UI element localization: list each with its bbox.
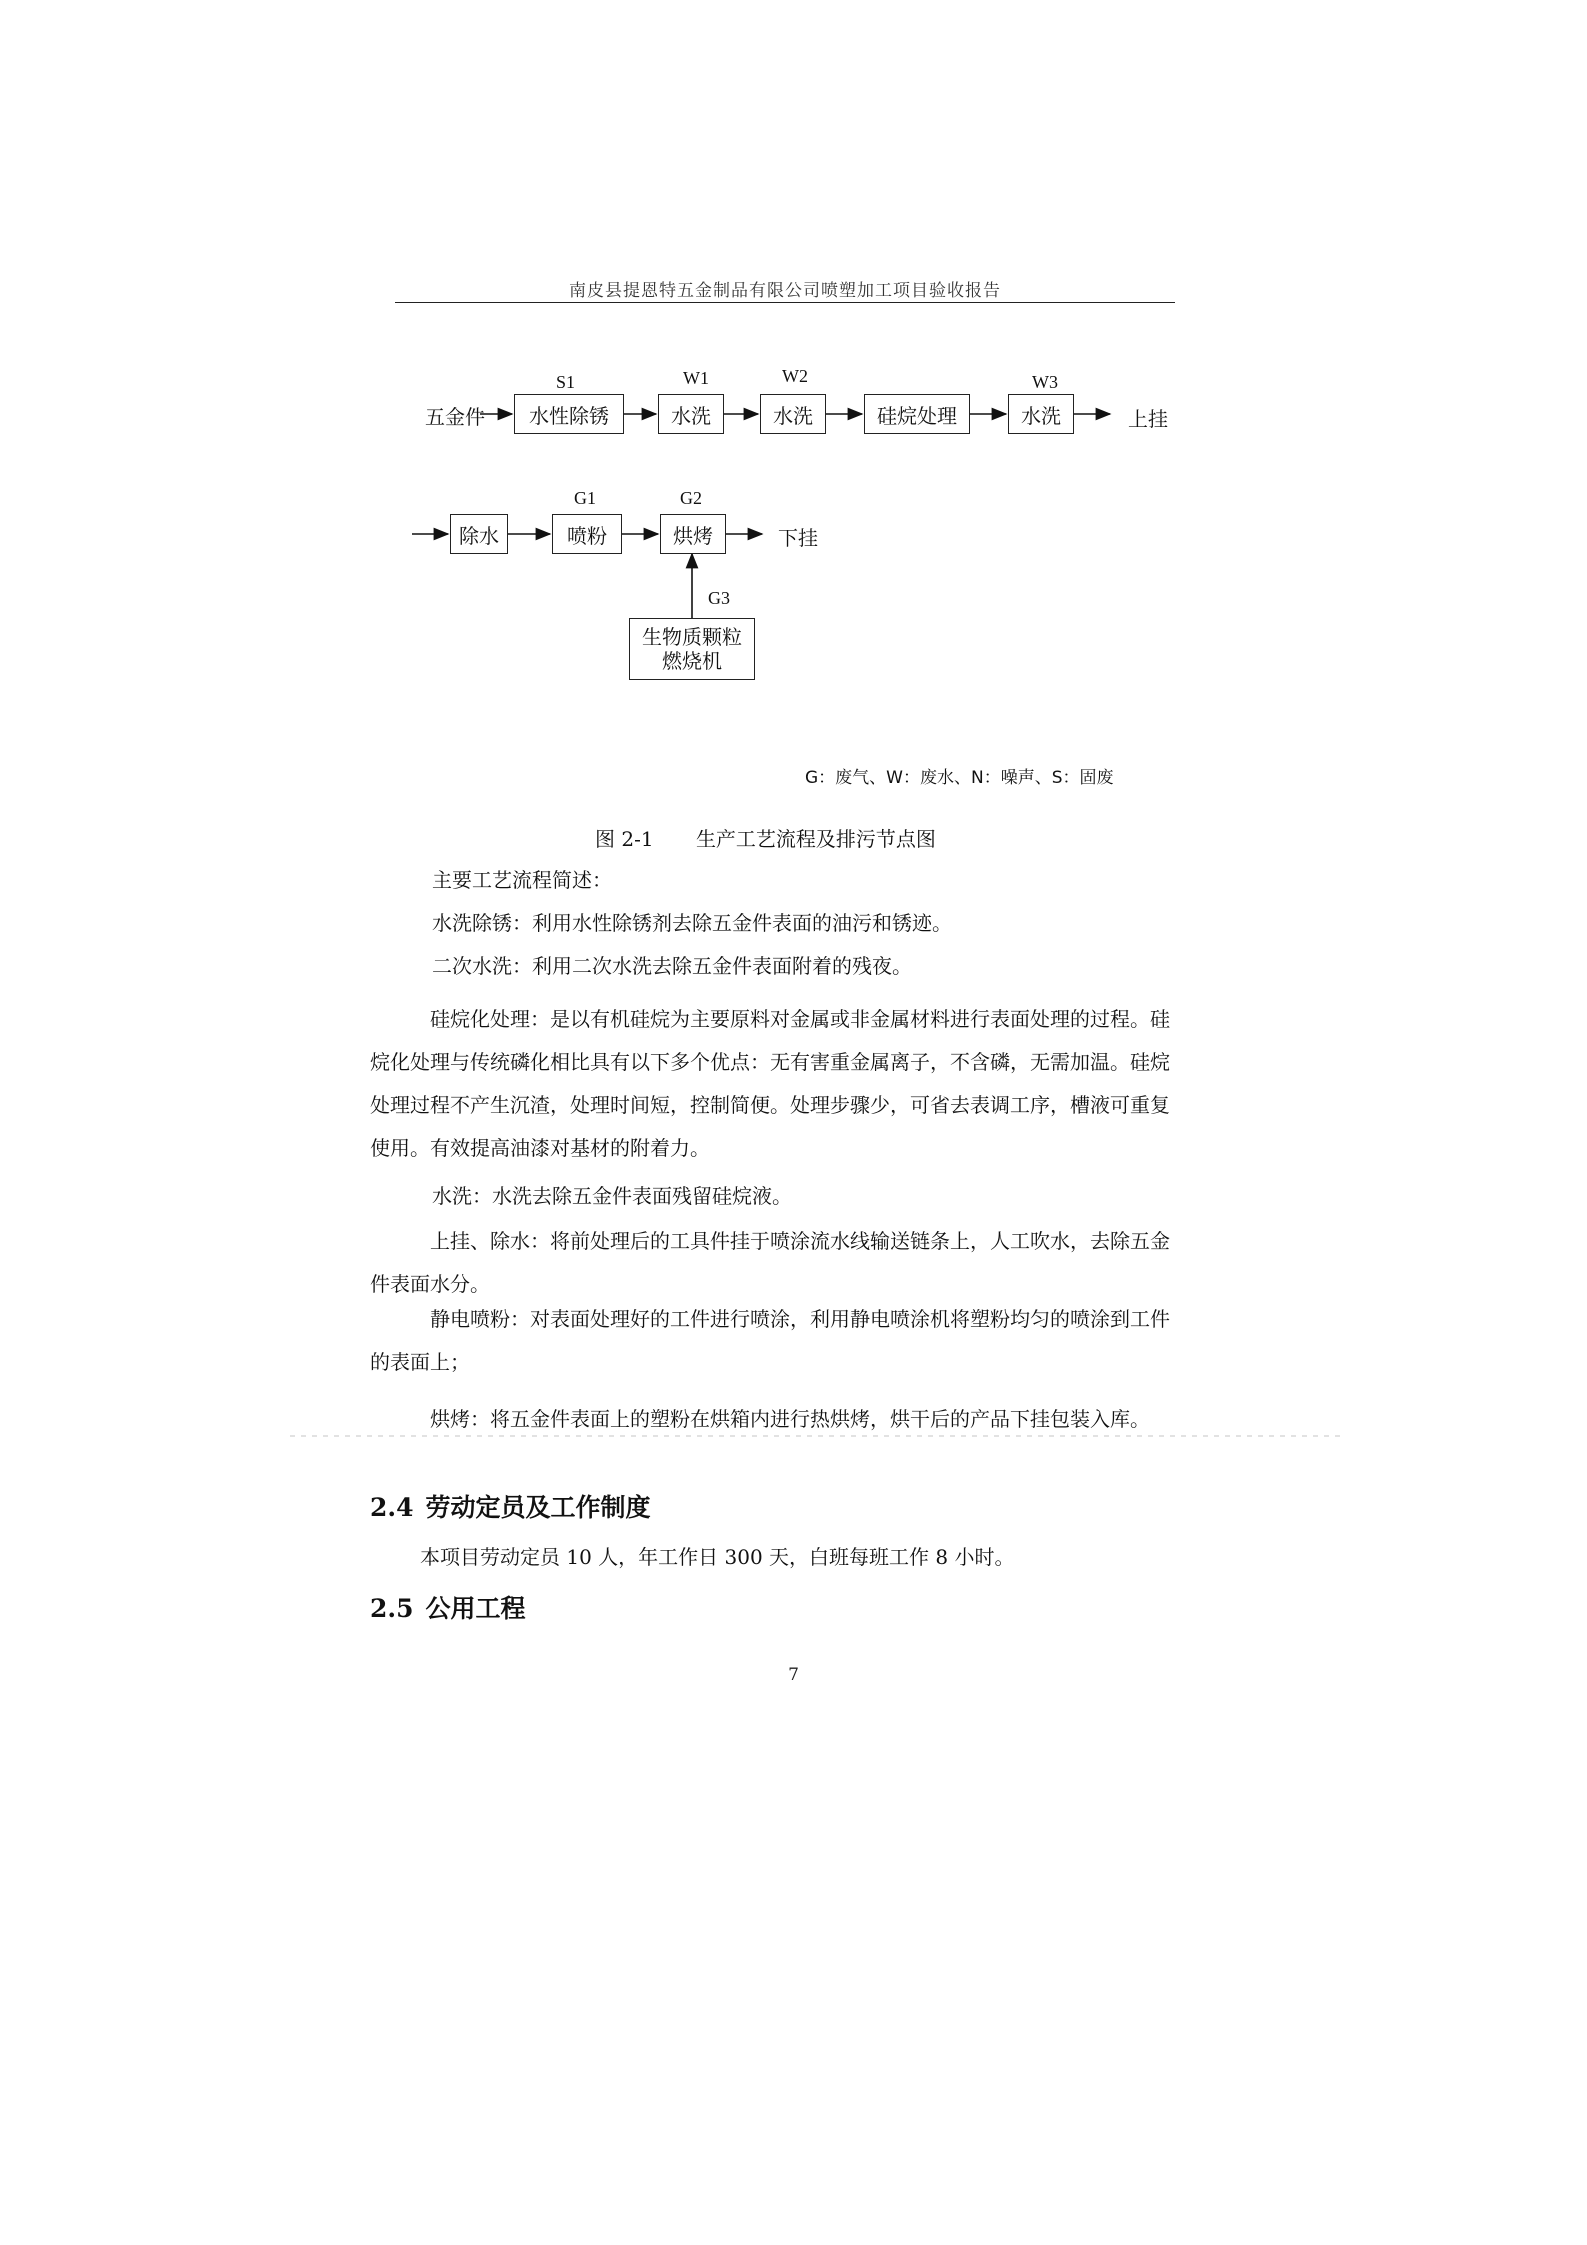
- flow-step-label: 硅烷处理: [877, 403, 957, 428]
- flow-start-label: 五金件: [425, 405, 485, 429]
- flow-end-label-unhang: 下挂: [778, 526, 818, 550]
- page-number: 7: [788, 1665, 799, 1685]
- flow-step-powder-spray: [552, 514, 622, 554]
- paragraph-rust-removal: 水洗除锈：利用水性除锈剂去除五金件表面的油污和锈迹。: [432, 911, 952, 935]
- figure-caption: [595, 823, 936, 852]
- flow-step-biomass-burner: [629, 618, 755, 680]
- flow-end-label-hang: 上挂: [1128, 407, 1168, 431]
- flow-tag-s1: S1: [556, 372, 576, 392]
- flow-step-water-rust-removal: [514, 394, 624, 434]
- paragraph-baking: 烘烤：将五金件表面上的塑粉在烘箱内进行热烘烤，烘干后的产品下挂包装入库。: [430, 1407, 1150, 1431]
- flow-step-label: 除水: [459, 523, 499, 548]
- paragraph-staffing: 本项目劳动定员 10 人，年工作日 300 天，白班每班工作 8 小时。: [420, 1545, 1015, 1569]
- flow-step-label-line2: 燃烧机: [662, 649, 722, 673]
- section-number: 2.5: [370, 1594, 414, 1623]
- paragraph-second-rinse: 二次水洗：利用二次水洗去除五金件表面附着的残夜。: [432, 954, 912, 978]
- figure-title: 生产工艺流程及排污节点图: [695, 827, 936, 851]
- flow-step-label: 水性除锈: [529, 403, 609, 428]
- section-heading-2-5: [370, 1589, 526, 1625]
- flow-tag-w2: W2: [782, 366, 808, 386]
- section-title: 公用工程: [425, 1594, 526, 1623]
- flow-step-label: 烘烤: [673, 523, 713, 548]
- flow-tag-w3: W3: [1032, 372, 1058, 392]
- flow-tag-g2: G2: [680, 488, 702, 508]
- paragraph-silane: 硅烷化处理：是以有机硅烷为主要原料对金属或非金属材料进行表面处理的过程。硅烷化处理与传统磷化相比具有以下多个优点：无有害重金属离子，不含磷，无需加温。硅烷处理过程不产生沉渣，处理时间短，控制简便。处理步骤少，可省去表调工序，槽液可重复使用。有效提高油漆对基材的附着力。: [370, 1007, 1170, 1160]
- section-heading-2-4: [370, 1488, 651, 1524]
- flow-step-label: 水洗: [1021, 403, 1061, 428]
- flow-step-rinse-2: [760, 394, 826, 434]
- paragraph-rinse: 水洗：水洗去除五金件表面残留硅烷液。: [432, 1184, 792, 1208]
- flow-step-rinse-3: [1008, 394, 1074, 434]
- flow-step-label-line1: 生物质颗粒: [642, 625, 742, 649]
- flow-step-label: 喷粉: [567, 523, 607, 548]
- flowchart-legend: G：废气、W：废水、N：噪声、S：固废: [805, 768, 1114, 788]
- flow-tag-w1: W1: [683, 368, 709, 388]
- running-header: 南皮县提恩特五金制品有限公司喷塑加工项目验收报告: [569, 281, 1001, 301]
- figure-number: 图 2-1: [595, 827, 654, 851]
- flow-tag-g3: G3: [708, 588, 730, 608]
- flow-step-dewater: [450, 514, 508, 554]
- flow-step-label: 水洗: [773, 403, 813, 428]
- flow-tag-g1: G1: [574, 488, 596, 508]
- paragraph-hang-dewater: 上挂、除水：将前处理后的工具件挂于喷涂流水线输送链条上，人工吹水，去除五金件表面水分。: [370, 1229, 1170, 1296]
- paragraph-intro: 主要工艺流程简述：: [432, 868, 612, 892]
- paragraph-powder-spray: 静电喷粉：对表面处理好的工件进行喷涂，利用静电喷涂机将塑粉均匀的喷涂到工件的表面上；: [370, 1307, 1170, 1374]
- section-number: 2.4: [370, 1493, 414, 1522]
- flow-step-baking: [660, 514, 726, 554]
- flow-step-rinse-1: [658, 394, 724, 434]
- section-title: 劳动定员及工作制度: [425, 1493, 651, 1522]
- flow-step-silane-treatment: [864, 394, 970, 434]
- flow-step-label: 水洗: [671, 403, 711, 428]
